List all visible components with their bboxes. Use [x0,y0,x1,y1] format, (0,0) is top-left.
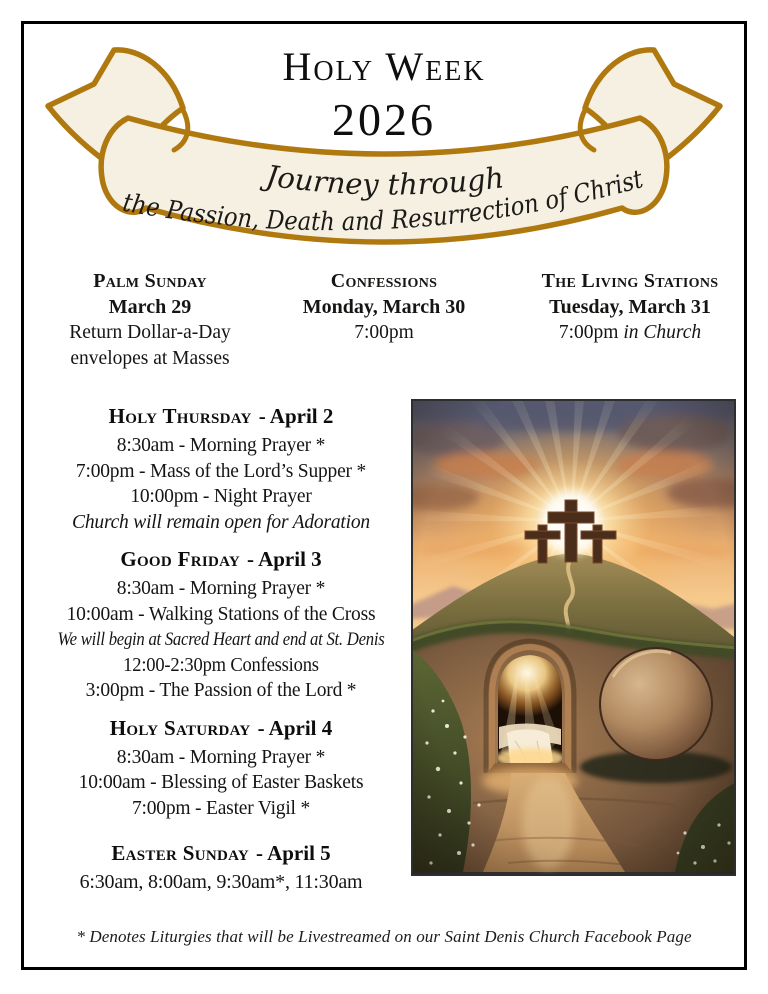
event-palm-sunday [30,268,270,372]
empty-tomb-image [411,399,736,876]
event-confessions [264,268,504,346]
section-day: Holy Thursday [108,404,252,428]
section-date: - April 3 [247,547,322,571]
event-title: Confessions [330,270,438,292]
event-title: Palm Sunday [93,270,207,292]
section-holy-saturday [27,716,415,822]
section-easter-sunday [27,841,415,896]
holy-week-schedule [27,404,415,908]
livestream-footnote: * Denotes Liturgies that will be Livestreamed on our Saint Denis Church Facebook Page [76,927,692,946]
banner-subtitle-line1: Journey through [264,158,506,202]
event-title: The Living Stations [541,270,719,292]
section-heading [27,716,415,741]
event-date: Monday, March 30 [302,296,466,318]
schedule-line: 3:00pm - The Passion of the Lord * [85,680,357,701]
section-day: Good Friday [120,547,240,571]
vignette [413,401,734,874]
schedule-note: We will begin at Sacred Heart and end at St. Denis [57,629,385,650]
schedule-line: 10:00am - Walking Stations of the Cross [66,603,376,625]
banner-year: 2026 [332,94,436,145]
section-heading [27,547,415,572]
section-date: - April 2 [258,404,334,428]
schedule-line: 7:00pm - Mass of the Lord’s Supper * [75,460,367,482]
schedule-line: 12:00-2:30pm Confessions [123,654,319,676]
section-date: - April 4 [257,715,333,740]
schedule-note: Church will remain open for Adoration [72,511,370,533]
schedule-line: 8:30am - Morning Prayer * [116,746,326,768]
section-day: Easter Sunday [111,841,249,865]
section-holy-thursday [27,404,415,535]
event-time-value: 7:00pm [558,322,619,343]
event-time: 7:00pm [354,322,414,343]
event-detail: Return Dollar-a-Day [69,322,231,343]
schedule-line: 10:00pm - Night Prayer [130,486,312,507]
banner-title: Holy Week [282,44,486,89]
schedule-line: 6:30am, 8:00am, 9:30am*, 11:30am [79,871,363,893]
event-date: Tuesday, March 31 [549,296,711,318]
section-good-friday [27,547,415,704]
event-detail: envelopes at Masses [70,348,230,369]
schedule-line: 10:00am - Blessing of Easter Baskets [78,772,364,793]
schedule-line: 8:30am - Morning Prayer * [116,435,326,456]
section-heading [27,841,415,866]
banner-subtitle-line2: the Passion, Death and Resurrection of Christ [120,163,648,238]
section-date: - April 5 [255,841,331,865]
event-living-stations [510,268,750,346]
schedule-line: 8:30am - Morning Prayer * [116,578,326,599]
event-time [510,320,750,346]
schedule-line: 7:00pm - Easter Vigil * [131,797,310,819]
event-date: March 29 [108,296,192,318]
section-heading [27,404,415,429]
event-time-note: in Church [623,322,702,343]
section-day: Holy Saturday [109,715,251,740]
